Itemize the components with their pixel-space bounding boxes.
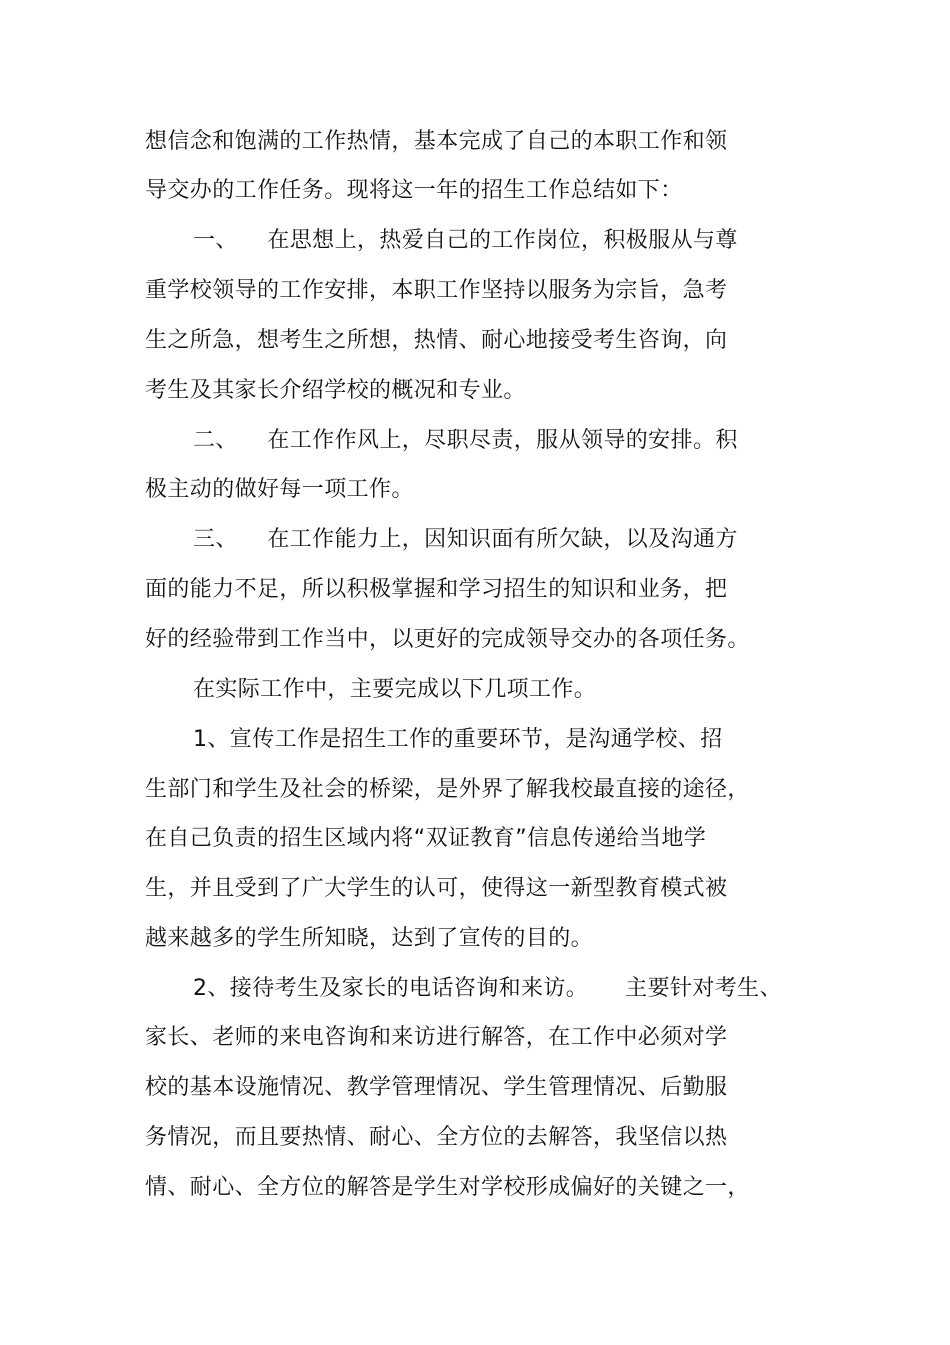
text-line: 家长、老师的来电咨询和来访进行解答，在工作中必须对学: [145, 1025, 728, 1050]
text-line: 一、 在思想上，热爱自己的工作岗位，积极服从与尊: [193, 228, 738, 253]
text-line: 好的经验带到工作当中，以更好的完成领导交办的各项任务。: [145, 627, 750, 652]
text-line: 生之所急，想考生之所想，热情、耐心地接受考生咨询，向: [145, 328, 728, 353]
text-line: 面的能力不足，所以积极掌握和学习招生的知识和业务，把: [145, 577, 728, 602]
text-line: 2、接待考生及家长的电话咨询和来访。 主要针对考生、: [193, 976, 782, 1001]
text-line: 务情况，而且要热情、耐心、全方位的去解答，我坚信以热: [145, 1125, 728, 1150]
text-line: 情、耐心、全方位的解答是学生对学校形成偏好的关键之一，: [145, 1175, 750, 1200]
text-line: 生，并且受到了广大学生的认可，使得这一新型教育模式被: [145, 876, 728, 901]
text-line: 重学校领导的工作安排，本职工作坚持以服务为宗旨，急考: [145, 278, 728, 303]
text-line: 校的基本设施情况、教学管理情况、学生管理情况、后勤服: [145, 1075, 728, 1100]
text-line: 三、 在工作能力上，因知识面有所欠缺，以及沟通方: [193, 527, 738, 552]
text-line: 导交办的工作任务。现将这一年的招生工作总结如下：: [145, 178, 683, 203]
text-line: 越来越多的学生所知晓，达到了宣传的目的。: [145, 926, 594, 951]
text-line: 在自己负责的招生区域内将“双证教育”信息传递给当地学: [145, 826, 707, 851]
text-line: 想信念和饱满的工作热情，基本完成了自己的本职工作和领: [145, 129, 728, 154]
text-line: 1、宣传工作是招生工作的重要环节，是沟通学校、招: [193, 727, 723, 752]
text-line: 生部门和学生及社会的桥梁，是外界了解我校最直接的途径，: [145, 777, 750, 802]
text-line: 二、 在工作作风上，尽职尽责，服从领导的安排。积: [193, 428, 738, 453]
text-line: 在实际工作中，主要完成以下几项工作。: [193, 677, 597, 702]
text-line: 极主动的做好每一项工作。: [145, 477, 414, 502]
text-line: 考生及其家长介绍学校的概况和专业。: [145, 378, 526, 403]
